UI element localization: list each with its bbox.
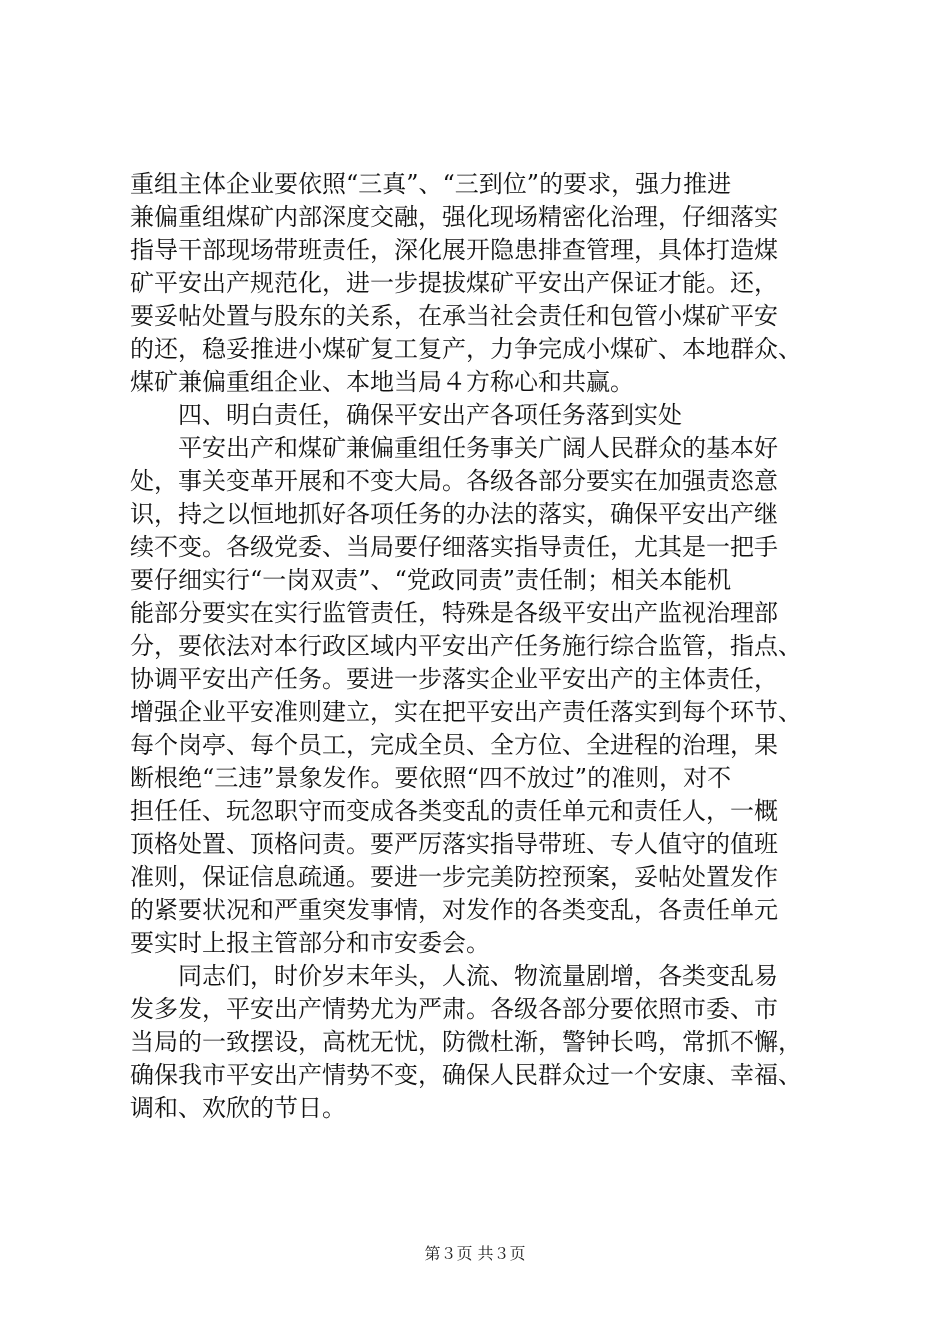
page-number: 第３页 共３页	[424, 1244, 526, 1263]
text-line: 要妥帖处置与股东的关系，在承当社会责任和包管小煤矿平安	[130, 302, 778, 330]
text-line: 续不变。各级党委、当局要仔细落实指导责任，尤其是一把手	[130, 533, 778, 561]
document-body	[130, 168, 850, 1125]
text-line: 要仔细实行“一岗双责”、“党政同责”责任制；相关本能机	[130, 566, 732, 594]
text-line: 的紧要状况和严重突发事情，对发作的各类变乱，各责任单元	[130, 896, 778, 924]
text-line: 增强企业平安准则建立，实在把平安出产责任落实到每个环节、	[130, 698, 802, 726]
text-line: 处，事关变革开展和不变大局。各级各部分要实在加强责恣意	[130, 467, 778, 495]
text-line: 要实时上报主管部分和市安委会。	[130, 929, 490, 957]
text-line: 断根绝“三违”景象发作。要依照“四不放过”的准则，对不	[130, 764, 732, 792]
text-line: 协调平安出产任务。要进一步落实企业平安出产的主体责任，	[130, 665, 778, 693]
text-line: 重组主体企业要依照“三真”、“三到位”的要求，强力推进	[130, 170, 732, 198]
text-line: 分，要依法对本行政区域内平安出产任务施行综合监管，指点、	[130, 632, 802, 660]
text-line: 调和、欢欣的节日。	[130, 1094, 346, 1122]
text-line: 能部分要实在实行监管责任，特殊是各级平安出产监视治理部	[130, 599, 778, 627]
text-line: 指导干部现场带班责任，深化展开隐患排查管理，具体打造煤	[130, 236, 778, 264]
text-line: 的还，稳妥推进小煤矿复工复产，力争完成小煤矿、本地群众、	[130, 335, 802, 363]
text-line: 发多发，平安出产情势尤为严肃。各级各部分要依照市委、市	[130, 995, 778, 1023]
text-line: 平安出产和煤矿兼偏重组任务事关广阔人民群众的基本好	[130, 434, 778, 462]
section-heading: 四、明白责任，确保平安出产各项任务落到实处	[130, 401, 682, 429]
text-line: 担任任、玩忽职守而变成各类变乱的责任单元和责任人，一概	[130, 797, 778, 825]
text-line: 矿平安出产规范化，进一步提拔煤矿平安出产保证才能。还，	[130, 269, 778, 297]
text-line: 确保我市平安出产情势不变，确保人民群众过一个安康、幸福、	[130, 1061, 802, 1089]
text-line: 准则，保证信息疏通。要进一步完美防控预案，妥帖处置发作	[130, 863, 778, 891]
text-line: 识，持之以恒地抓好各项任务的办法的落实，确保平安出产继	[130, 500, 778, 528]
text-line: 煤矿兼偏重组企业、本地当局４方称心和共赢。	[130, 368, 634, 396]
text-line: 同志们，时价岁末年头，人流、物流量剧增，各类变乱易	[130, 962, 778, 990]
text-line: 当局的一致摆设，高枕无忧，防微杜渐，警钟长鸣，常抓不懈，	[130, 1028, 802, 1056]
text-line: 兼偏重组煤矿内部深度交融，强化现场精密化治理，仔细落实	[130, 203, 778, 231]
text-line: 顶格处置、顶格问责。要严厉落实指导带班、专人值守的值班	[130, 830, 778, 858]
page-footer	[0, 1244, 950, 1264]
text-line: 每个岗亭、每个员工，完成全员、全方位、全进程的治理，果	[130, 731, 778, 759]
